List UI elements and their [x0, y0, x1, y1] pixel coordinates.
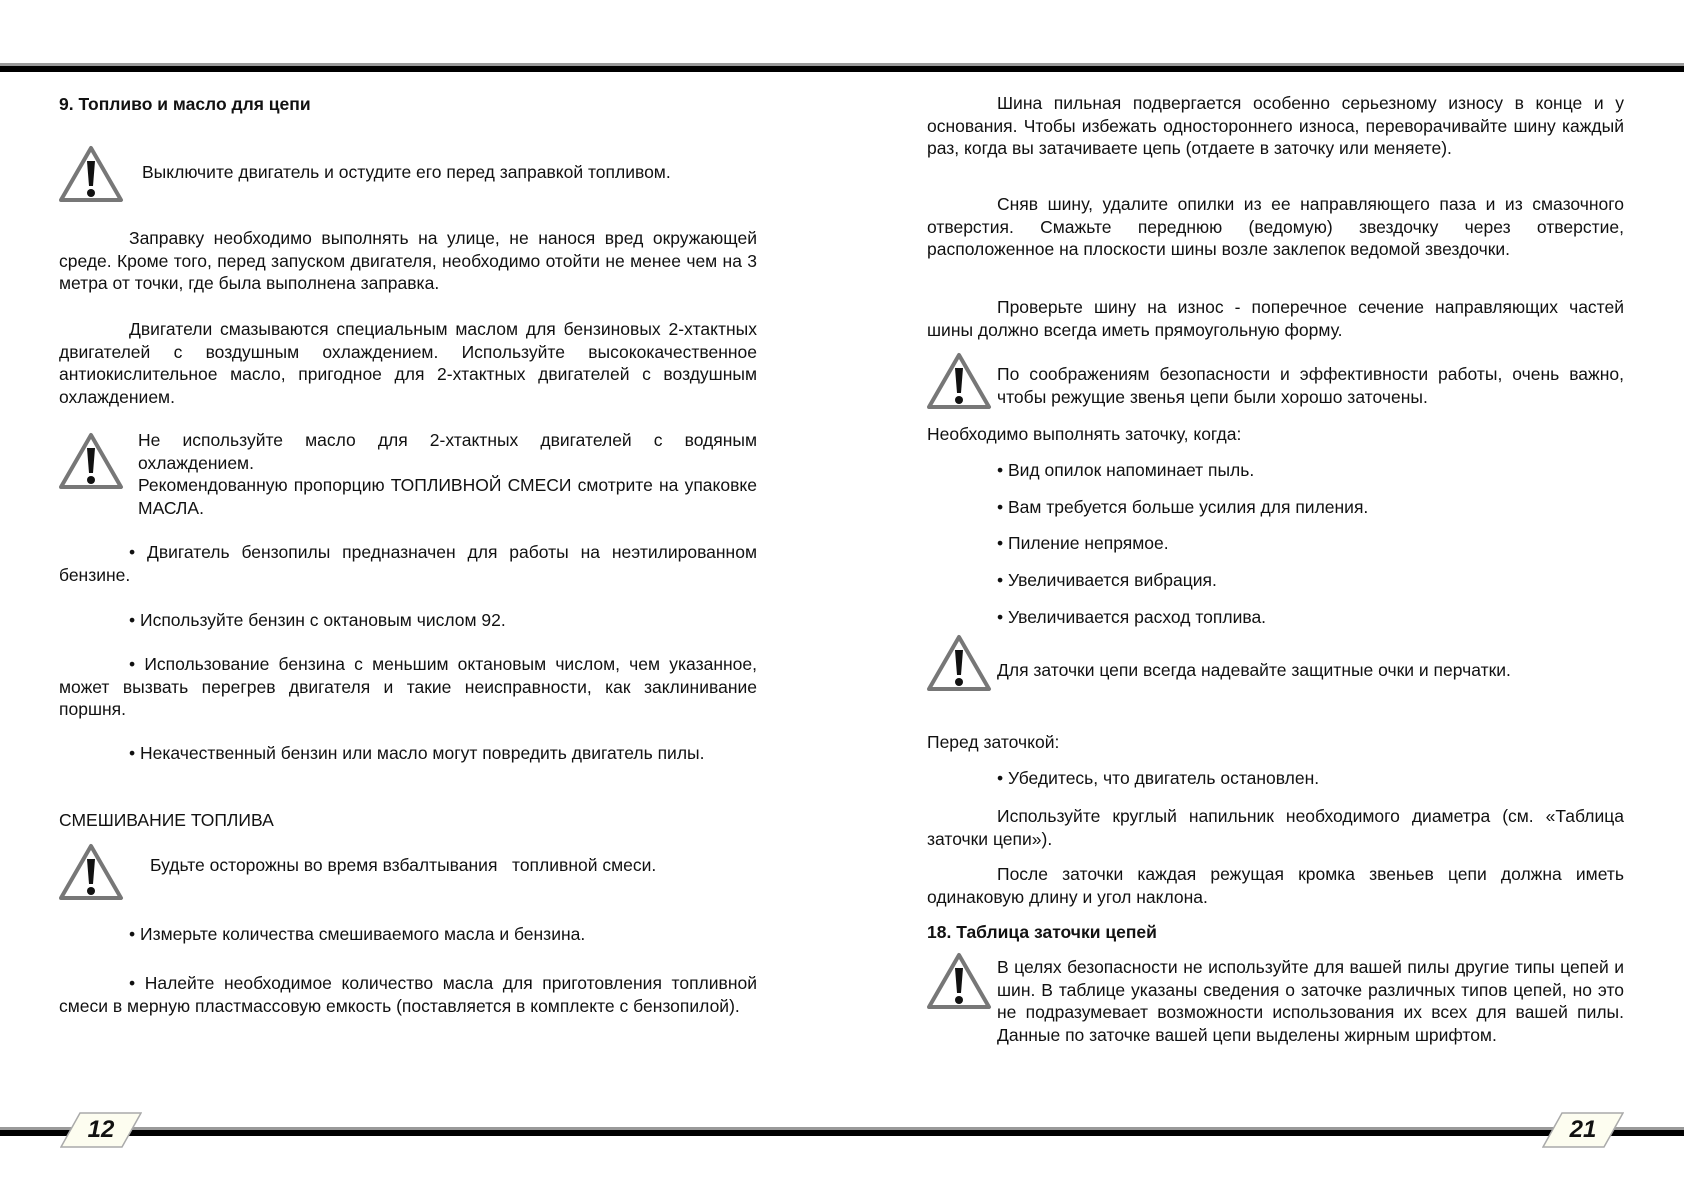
bullet-item: • Некачественный бензин или масло могут повредить двигатель пилы.	[129, 743, 705, 763]
page-number: 21	[1569, 1116, 1597, 1143]
paragraph: Используйте круглый напильник необходимого диаметра (см. «Таблица заточки цепи»).	[927, 806, 1624, 849]
paragraph: Необходимо выполнять заточку, когда:	[927, 424, 1242, 444]
paragraph: Сняв шину, удалите опилки из ее направляющего паза и из смазочного отверстия. Смажьте переднюю (ведомую) звездочку через отверстие, расположенное на плоскости шины возле заклепок ведомой звездочки.	[927, 194, 1624, 259]
warning-icon	[926, 352, 992, 410]
bullet-item: • Убедитесь, что двигатель остановлен.	[997, 768, 1320, 788]
warning-icon	[58, 145, 124, 203]
warning-text: Будьте осторожны во время взбалтывания топливной смеси.	[150, 855, 657, 875]
section-heading: 9. Топливо и масло для цепи	[59, 94, 311, 114]
paragraph: После заточки каждая режущая кромка звеньев цепи должна иметь одинаковую длину и угол наклона.	[927, 864, 1624, 907]
bullet-item: • Вид опилок напоминает пыль.	[997, 460, 1255, 480]
warning-text: Выключите двигатель и остудите его перед заправкой топливом.	[142, 162, 671, 182]
paragraph: Двигатели смазываются специальным маслом для бензиновых 2-хтактных двигателей с воздушным охлаждением. Используйте высококачественное антиокислительное масло, пригодное для 2-хтактных двигателей с воздушным охлаждением.	[59, 319, 757, 407]
bottom-rule	[0, 1127, 1684, 1136]
warning-icon	[58, 432, 124, 490]
bullet-item: • Вам требуется больше усилия для пиления.	[997, 497, 1369, 517]
warning-text: По соображениям безопасности и эффективности работы, очень важно, чтобы режущие звенья цепи были хорошо заточены.	[997, 364, 1624, 407]
paragraph: Шина пильная подвергается особенно серьезному износу в конце и у основания. Чтобы избежать одностороннего износа, переворачивайте шину каждый раз, когда вы затачиваете цепь (отдаете в заточку или меняете).	[927, 93, 1624, 158]
top-rule	[0, 63, 1684, 72]
warning-text: В целях безопасности не используйте для вашей пилы другие типы цепей и шин. В таблице указаны сведения о заточке различных типов цепей, но это не подразумевает возможности использования их всех для вашей пилы. Данные по заточке вашей цепи выделены жирным шрифтом.	[997, 957, 1624, 1045]
warning-text: Не используйте масло для 2-хтактных двигателей с водяным охлаждением.	[138, 430, 757, 473]
warning-text-block	[138, 429, 757, 519]
warning-icon	[926, 634, 992, 692]
section-heading: 18. Таблица заточки цепей	[927, 922, 1157, 942]
warning-icon	[58, 843, 124, 901]
warning-text: Рекомендованную пропорцию ТОПЛИВНОЙ СМЕСИ смотрите на упаковке МАСЛА.	[138, 475, 757, 518]
bullet-item: • Измерьте количества смешиваемого масла и бензина.	[129, 924, 586, 944]
warning-icon	[926, 952, 992, 1010]
bullet-item: • Двигатель бензопилы предназначен для работы на неэтилированном бензине.	[59, 542, 757, 585]
page-number-badge	[60, 1112, 142, 1148]
bullet-item: • Увеличивается вибрация.	[997, 570, 1217, 590]
page-number: 12	[87, 1116, 115, 1143]
subheading: СМЕШИВАНИЕ ТОПЛИВА	[59, 810, 274, 830]
bullet-item: • Увеличивается расход топлива.	[997, 607, 1267, 627]
bullet-item: • Использование бензина с меньшим октановым числом, чем указанное, может вызвать перегрев двигателя и такие неисправности, как заклинивание поршня.	[59, 654, 757, 719]
bullet-item: • Налейте необходимое количество масла для приготовления топливной смеси в мерную пластмассовую емкость (поставляется в комплекте с бензопилой).	[59, 973, 757, 1016]
bullet-item: • Пиление непрямое.	[997, 533, 1169, 553]
bullet-item: • Используйте бензин с октановым числом 92.	[129, 610, 506, 630]
paragraph: Проверьте шину на износ - поперечное сечение направляющих частей шины должно всегда иметь прямоугольную форму.	[927, 297, 1624, 340]
paragraph: Заправку необходимо выполнять на улице, не нанося вред окружающей среде. Кроме того, перед запуском двигателя, необходимо отойти не менее чем на 3 метра от точки, где была выполнена заправка.	[59, 228, 757, 293]
warning-text: Для заточки цепи всегда надевайте защитные очки и перчатки.	[997, 660, 1511, 680]
page-number-badge	[1542, 1112, 1624, 1148]
paragraph: Перед заточкой:	[927, 732, 1060, 752]
